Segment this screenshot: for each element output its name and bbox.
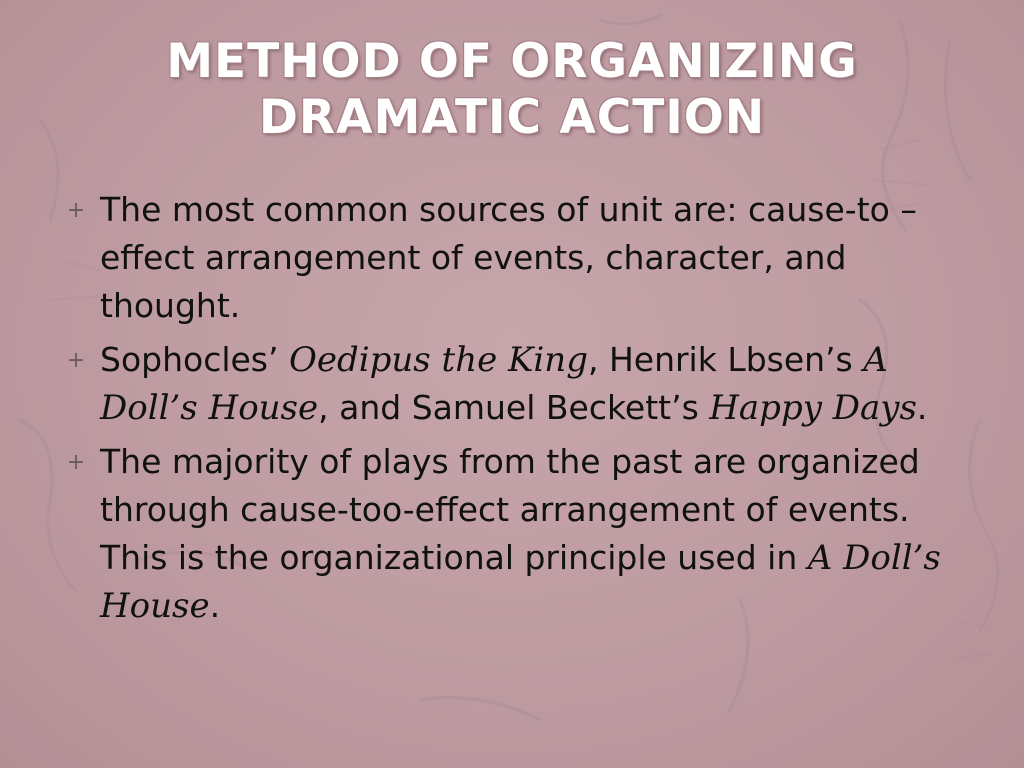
bullet-item-2	[64, 336, 964, 432]
text-segment: The majority of plays from the past are organized through cause-too-effect arrangement of events. This is the organizational principle used in	[100, 442, 920, 577]
text-segment: The most common sources of unit are: cause-to –effect arrangement of events, character, and thought.	[100, 190, 917, 325]
play-title-happy-days: Happy Days	[709, 388, 917, 428]
bullet-item-1	[64, 186, 964, 330]
text-segment: .	[209, 586, 221, 625]
bullet-text-3	[100, 442, 941, 625]
plus-icon: +	[66, 348, 86, 373]
bullet-text-2	[100, 340, 927, 427]
slide-title-line-2: DRAMATIC ACTION	[258, 90, 766, 145]
bullet-text-1	[100, 190, 917, 325]
play-title-dolls-house: A Doll’s House	[100, 538, 941, 626]
play-title-dolls-house: A Doll’s House	[100, 340, 888, 428]
play-title-oedipus: Oedipus the King	[288, 340, 588, 380]
plus-icon: +	[66, 450, 86, 475]
text-segment: Sophocles’	[100, 340, 289, 379]
bullet-item-3	[64, 438, 964, 630]
plus-icon: +	[66, 198, 86, 223]
slide-title-line-1: METHOD OF ORGANIZING	[166, 34, 858, 89]
text-segment: .	[916, 388, 928, 427]
slide-title	[100, 34, 924, 146]
bullet-list	[64, 186, 964, 636]
text-segment: , and Samuel Beckett’s	[318, 388, 710, 427]
text-segment: , Henrik Lbsen’s	[587, 340, 864, 379]
